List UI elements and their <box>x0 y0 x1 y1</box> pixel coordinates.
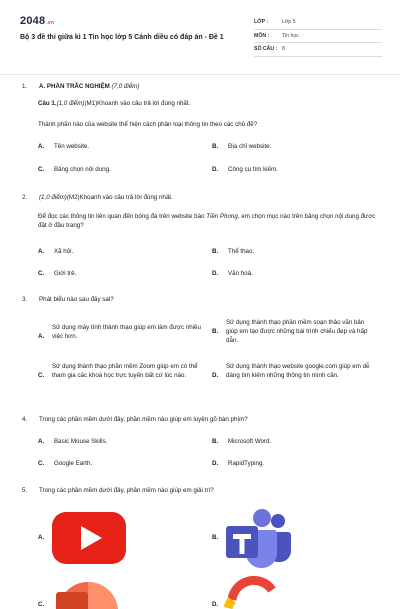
option-letter: A. <box>38 143 45 150</box>
meta-key: LỚP : <box>254 19 269 26</box>
option-text: Bảng chọn nội dung. <box>54 166 111 173</box>
q1-level: (M1)Khoanh vào câu trả lời đúng nhất. <box>84 100 191 107</box>
option-text: Sử dụng thành thạo phần mềm Zoom giúp em có thể tham gia các khoá học trực tuyến bất cứ lúc nào. <box>52 363 198 379</box>
option-letter: D. <box>212 270 219 277</box>
option-text: Sử dụng máy tính thành thạo giúp em làm được nhiều việc hơn. <box>52 324 201 340</box>
site-logo[interactable] <box>20 15 54 27</box>
option-text: RapidTyping. <box>228 460 265 467</box>
option-text: Văn hoá. <box>228 270 253 277</box>
section-points: (7,0 điểm) <box>111 83 140 90</box>
option-text: Basic Mouse Skills. <box>54 438 108 445</box>
question-number: 2. <box>22 194 28 201</box>
meta-row-question-count <box>254 43 382 57</box>
option-letter: B. <box>212 534 219 541</box>
option-text: Công cụ tìm kiếm. <box>228 166 278 173</box>
option-text: Giới trẻ. <box>54 270 77 277</box>
option-letter: C. <box>38 372 45 379</box>
q2-question-post: , em chọn mục nào trên bảng chọn nội dung được đặt ở đầu trang? <box>38 213 376 229</box>
logo-suffix: .vn <box>46 20 55 26</box>
answer-option[interactable] <box>38 362 208 392</box>
option-text: Xã hội. <box>54 248 74 255</box>
powerpoint-icon[interactable] <box>52 578 122 600</box>
meta-key: MÔN : <box>254 32 270 39</box>
q2-level: (M2)Khoanh vào câu trả lời đúng nhất. <box>66 194 173 201</box>
option-letter: D. <box>212 372 219 379</box>
q2-question <box>38 212 378 230</box>
document-title: Bộ 3 đề thi giữa kì 1 Tin học lớp 5 Cánh diều có đáp án - Đề 1 <box>20 34 224 41</box>
teams-icon[interactable] <box>224 506 292 570</box>
option-letter: B. <box>212 143 219 150</box>
option-text: Google Earth. <box>54 460 93 467</box>
option-letter: C. <box>38 270 45 277</box>
logo-text: 2048 <box>20 15 46 27</box>
document-header <box>20 12 382 68</box>
meta-row-subject <box>254 30 382 44</box>
q2-question-em: Tiền Phong <box>206 213 238 220</box>
option-text: Tên website. <box>54 143 90 150</box>
question-number: 5. <box>22 487 28 494</box>
question-number: 3. <box>22 296 28 303</box>
q5-question: Trong các phần mềm dưới đây, phần mềm nào giúp em giải trí? <box>39 487 214 494</box>
q2-question-pre: Để đọc các thông tin liên quan đến bóng đá trên website báo <box>38 213 207 220</box>
option-letter: B. <box>212 248 219 255</box>
q1-label: Câu 1. <box>38 100 57 107</box>
option-text: Thể thao. <box>228 248 255 255</box>
meta-key: SỐ CÂU : <box>254 46 278 53</box>
option-letter: D. <box>212 460 219 467</box>
q1-points: (1,0 điểm) <box>56 100 85 107</box>
youtube-icon[interactable] <box>50 510 128 566</box>
answer-option[interactable] <box>212 318 382 348</box>
meta-value: Tin học <box>282 32 299 39</box>
q2-instruction <box>39 193 379 202</box>
header-divider <box>0 74 400 75</box>
question-number: 1. <box>22 83 28 90</box>
option-letter: A. <box>38 248 45 255</box>
option-text: Sử dụng thành thạo website google.com giúp em dễ dàng tìm kiếm những thông tin mình cần. <box>226 363 370 379</box>
option-text: Địa chỉ website. <box>228 143 272 150</box>
answer-option[interactable] <box>212 362 382 392</box>
option-letter: D. <box>212 601 219 608</box>
answer-option[interactable] <box>38 323 208 353</box>
question-number: 4. <box>22 416 28 423</box>
google-icon[interactable] <box>226 578 278 600</box>
option-letter: A. <box>38 534 45 541</box>
q2-points: (1,0 điểm) <box>39 194 67 201</box>
meta-row-class <box>254 16 382 30</box>
option-letter: A. <box>38 333 45 340</box>
option-letter: C. <box>38 166 45 173</box>
meta-value: Lớp 5 <box>282 19 296 26</box>
meta-value: 8 <box>282 46 285 53</box>
q1-instruction <box>38 99 378 108</box>
q3-question: Phát biểu nào sau đây sai? <box>39 296 114 303</box>
option-text: Sử dụng thành thạo phần mềm soạn thảo văn bản giúp em tạo được những bài trình chiếu đẹp và hấp dẫn. <box>226 319 368 344</box>
option-letter: B. <box>212 438 219 445</box>
q1-question: Thành phần nào của website thể hiện cách phân loại thông tin theo các chủ đề? <box>38 121 258 128</box>
option-letter: D. <box>212 166 219 173</box>
section-heading <box>39 82 379 91</box>
option-letter: C. <box>38 601 45 608</box>
q4-question: Trong các phần mềm dưới đây, phần mềm nào giúp em luyện gõ bàn phím? <box>39 416 248 423</box>
option-letter: C. <box>38 460 45 467</box>
option-text: Microsoft Word. <box>228 438 272 445</box>
meta-table <box>254 16 382 57</box>
section-title: A. PHẦN TRẮC NGHIỆM <box>39 83 110 90</box>
option-letter: B. <box>212 328 219 335</box>
option-letter: A. <box>38 438 45 445</box>
